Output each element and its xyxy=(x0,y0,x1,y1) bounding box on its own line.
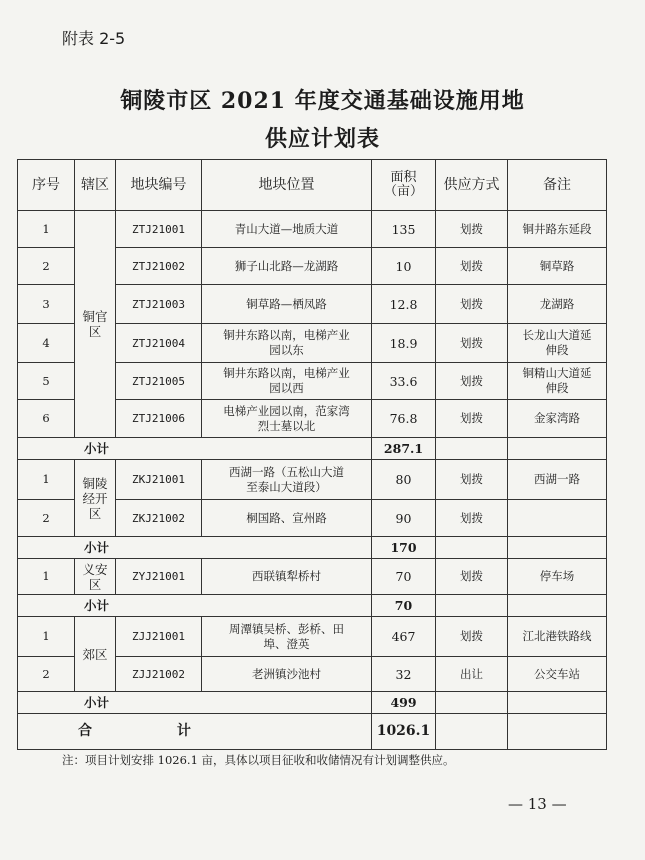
empty-cell xyxy=(436,438,508,460)
area-cell: 90 xyxy=(372,500,436,537)
supply-cell: 划拨 xyxy=(436,363,508,400)
subtotal-value: 70 xyxy=(372,595,436,617)
location-cell: 西联镇犁桥村 xyxy=(202,559,372,595)
area-cell: 18.9 xyxy=(372,324,436,363)
code-cell: ZTJ21005 xyxy=(116,363,202,400)
table-row xyxy=(18,559,607,595)
supply-cell: 划拨 xyxy=(436,248,508,285)
empty-cell xyxy=(436,692,508,714)
header-code: 地块编号 xyxy=(116,160,202,211)
area-cell: 12.8 xyxy=(372,285,436,324)
code-cell: ZTJ21004 xyxy=(116,324,202,363)
empty-cell xyxy=(508,692,607,714)
seq-cell: 1 xyxy=(18,211,75,248)
supply-cell: 划拨 xyxy=(436,211,508,248)
remark-cell xyxy=(508,500,607,537)
code-cell: ZJJ21001 xyxy=(116,617,202,657)
supply-cell: 划拨 xyxy=(436,400,508,438)
remark-cell: 龙湖路 xyxy=(508,285,607,324)
subtotal-label: 小计 xyxy=(18,595,372,617)
supply-plan-table xyxy=(17,159,607,750)
header-supply: 供应方式 xyxy=(436,160,508,211)
header-location: 地块位置 xyxy=(202,160,372,211)
seq-cell: 2 xyxy=(18,500,75,537)
subtotal-value: 170 xyxy=(372,537,436,559)
seq-cell: 2 xyxy=(18,657,75,692)
location-cell: 老洲镇沙池村 xyxy=(202,657,372,692)
code-cell: ZTJ21006 xyxy=(116,400,202,438)
district-cell: 铜官 区 xyxy=(75,211,116,438)
remark-cell: 铜井路东延段 xyxy=(508,211,607,248)
location-cell: 铜井东路以南，电梯产业 园以东 xyxy=(202,324,372,363)
subtotal-row xyxy=(18,595,607,617)
total-label: 合 计 xyxy=(18,714,372,750)
seq-cell: 5 xyxy=(18,363,75,400)
subtotal-row xyxy=(18,438,607,460)
area-cell: 76.8 xyxy=(372,400,436,438)
district-cell: 郊区 xyxy=(75,617,116,692)
header-district: 辖区 xyxy=(75,160,116,211)
subtotal-row xyxy=(18,537,607,559)
empty-cell xyxy=(508,537,607,559)
seq-cell: 4 xyxy=(18,324,75,363)
total-value: 1026.1 xyxy=(372,714,436,750)
header-row xyxy=(18,160,607,211)
page-subtitle: 供应计划表 xyxy=(264,126,380,152)
area-cell: 80 xyxy=(372,460,436,500)
location-cell: 电梯产业园以南，范家湾 烈士墓以北 xyxy=(202,400,372,438)
remark-cell: 铜草路 xyxy=(508,248,607,285)
seq-cell: 1 xyxy=(18,617,75,657)
seq-cell: 6 xyxy=(18,400,75,438)
empty-cell xyxy=(508,714,607,750)
location-cell: 青山大道—地质大道 xyxy=(202,211,372,248)
subtotal-label: 小计 xyxy=(18,537,372,559)
area-cell: 33.6 xyxy=(372,363,436,400)
area-cell: 70 xyxy=(372,559,436,595)
supply-cell: 划拨 xyxy=(436,500,508,537)
code-cell: ZKJ21001 xyxy=(116,460,202,500)
district-cell: 铜陵 经开 区 xyxy=(75,460,116,537)
table-row xyxy=(18,211,607,248)
location-cell: 周潭镇吴桥、彭桥、田 埠、澄英 xyxy=(202,617,372,657)
annex-label: 附表 2-5 xyxy=(62,29,126,48)
location-cell: 狮子山北路—龙湖路 xyxy=(202,248,372,285)
subtotal-label: 小计 xyxy=(18,692,372,714)
supply-cell: 划拨 xyxy=(436,324,508,363)
area-cell: 32 xyxy=(372,657,436,692)
empty-cell xyxy=(436,595,508,617)
seq-cell: 3 xyxy=(18,285,75,324)
empty-cell xyxy=(508,595,607,617)
empty-cell xyxy=(436,537,508,559)
code-cell: ZYJ21001 xyxy=(116,559,202,595)
total-row xyxy=(18,714,607,750)
area-cell: 135 xyxy=(372,211,436,248)
code-cell: ZTJ21001 xyxy=(116,211,202,248)
district-cell: 义安 区 xyxy=(75,559,116,595)
supply-cell: 出让 xyxy=(436,657,508,692)
page-number: — 13 — xyxy=(508,795,567,813)
remark-cell: 西湖一路 xyxy=(508,460,607,500)
page-title: 铜陵市区 2021 年度交通基础设施用地 xyxy=(120,88,525,114)
seq-cell: 1 xyxy=(18,460,75,500)
table-row xyxy=(18,617,607,657)
remark-cell: 金家湾路 xyxy=(508,400,607,438)
empty-cell xyxy=(436,714,508,750)
header-seq: 序号 xyxy=(18,160,75,211)
supply-cell: 划拨 xyxy=(436,460,508,500)
subtotal-row xyxy=(18,692,607,714)
supply-cell: 划拨 xyxy=(436,285,508,324)
location-cell: 铜井东路以南，电梯产业 园以西 xyxy=(202,363,372,400)
remark-cell: 江北港铁路线 xyxy=(508,617,607,657)
header-remark: 备注 xyxy=(508,160,607,211)
seq-cell: 1 xyxy=(18,559,75,595)
seq-cell: 2 xyxy=(18,248,75,285)
remark-cell: 铜精山大道延 伸段 xyxy=(508,363,607,400)
location-cell: 铜草路—栖凤路 xyxy=(202,285,372,324)
supply-cell: 划拨 xyxy=(436,559,508,595)
supply-cell: 划拨 xyxy=(436,617,508,657)
area-cell: 467 xyxy=(372,617,436,657)
table-row xyxy=(18,460,607,500)
remark-cell: 长龙山大道延 伸段 xyxy=(508,324,607,363)
location-cell: 西湖一路（五松山大道 至泰山大道段） xyxy=(202,460,372,500)
remark-cell: 公交车站 xyxy=(508,657,607,692)
subtotal-value: 499 xyxy=(372,692,436,714)
empty-cell xyxy=(508,438,607,460)
subtotal-value: 287.1 xyxy=(372,438,436,460)
code-cell: ZJJ21002 xyxy=(116,657,202,692)
code-cell: ZTJ21003 xyxy=(116,285,202,324)
header-area: 面积 （亩） xyxy=(372,160,436,211)
subtotal-label: 小计 xyxy=(18,438,372,460)
code-cell: ZKJ21002 xyxy=(116,500,202,537)
area-cell: 10 xyxy=(372,248,436,285)
remark-cell: 停车场 xyxy=(508,559,607,595)
code-cell: ZTJ21002 xyxy=(116,248,202,285)
location-cell: 桐国路、宣州路 xyxy=(202,500,372,537)
footnote: 注：项目计划安排 1026.1 亩，具体以项目征收和收储情况有计划调整供应。 xyxy=(62,753,455,767)
